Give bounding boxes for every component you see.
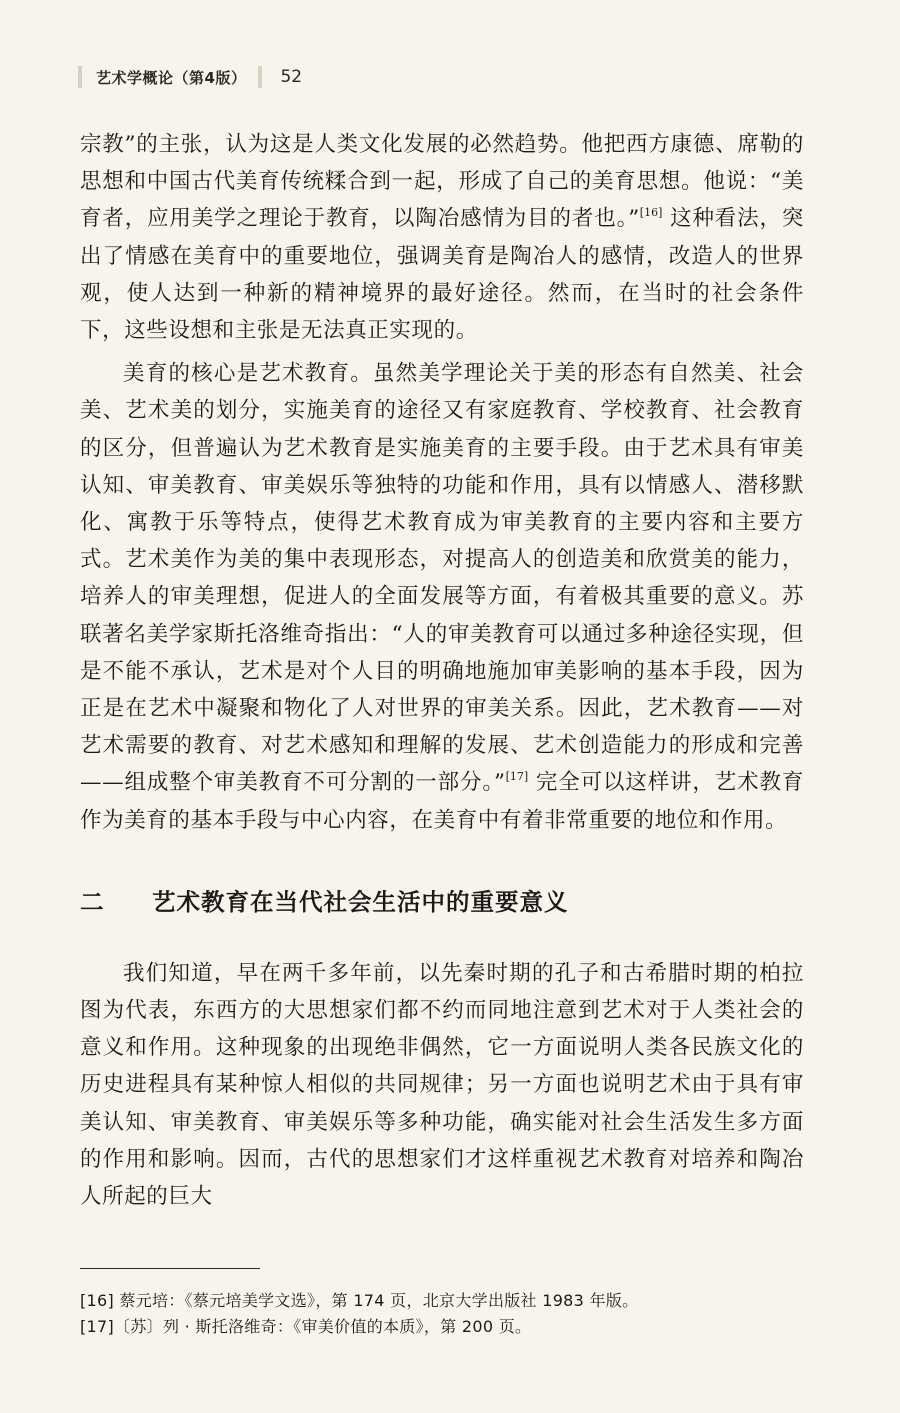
paragraph-1-text-b: 这种看法，突出了情感在美育中的重要地位，强调美育是陶冶人的感情，改造人的世界观，使人达到一种新的精神境界的最好途径。然而，在当时的社会条件下，这些设想和主张是无法真正实现的。 [80,206,804,344]
paragraph-3: 我们知道，早在两千多年前，以先秦时期的孔子和古希腊时期的柏拉图为代表，东西方的大思想家们都不约而同地注意到艺术对于人类社会的意义和作用。这种现象的出现绝非偶然，它一方面说明人类各民族文化的历史进程具有某种惊人相似的共同规律；另一方面也说明艺术由于具有审美认知、审美教育、审美娱乐等多种功能，确实能对社会生活发生多方面的作用和影响。因而，古代的思想家们才这样重视艺术教育对培养和陶冶人所起的巨大 [80,960,804,1210]
page-number: 52 [280,67,303,87]
book-title: 艺术学概论（第4版） [96,68,247,87]
paragraph-1 [80,126,804,349]
paragraph-2-text-b: 完全可以这样讲，艺术教育作为美育的基本手段与中心内容，在美育中有着非常重要的地位和作用。 [80,770,804,833]
paragraph-2-text-a: 美育的核心是艺术教育。虽然美学理论关于美的形态有自然美、社会美、艺术美的划分，实施美育的途径又有家庭教育、学校教育、社会教育的区分，但普遍认为艺术教育是实施美育的主要手段。由于艺术具有审美认知、审美教育、审美娱乐等独特的功能和作用，具有以情感人、潜移默化、寓教于乐等特点，使得艺术教育成为审美教育的主要内容和主要方式。艺术美作为美的集中表现形态，对提高人的创造美和欣赏美的能力，培养人的审美理想，促进人的全面发展等方面，有着极其重要的意义。苏联著名美学家斯托洛维奇指出：“人的审美教育可以通过多种途径实现，但是不能不承认，艺术是对个人目的明确地施加审美影响的基本手段，因为正是在艺术中凝聚和物化了人对世界的审美关系。因此，艺术教育——对艺术需要的教育、对艺术感知和理解的发展、艺术创造能力的形成和完善——组成整个审美教育不可分割的一部分。” [80,361,804,796]
footnote-17: [17]〔苏〕列 · 斯托洛维奇：《审美价值的本质》，第 200 页。 [80,1317,532,1336]
header-bar-left [78,66,82,88]
footnote-16: [16] 蔡元培：《蔡元培美学文选》，第 174 页，北京大学出版社 1983 年版。 [80,1291,639,1310]
section-title: 艺术教育在当代社会生活中的重要意义 [152,887,569,916]
paragraph-1-text-a: 宗教”的主张，认为这是人类文化发展的必然趋势。他把西方康德、席勒的思想和中国古代美育传统糅合到一起，形成了自己的美育思想。他说：“美育者，应用美学之理论于教育，以陶冶感情为目的者也。” [80,132,804,232]
running-header [78,64,302,90]
footnote-divider [80,1268,260,1269]
footnote-ref-16[interactable]: [16] [639,206,663,220]
section-heading [80,883,804,917]
footnote-ref-17[interactable]: [17] [505,770,529,784]
header-bar-right [258,66,262,88]
paragraph-2 [80,355,804,839]
footnotes [80,1288,804,1340]
main-text [80,126,804,1215]
section-number: 二 [80,887,105,916]
